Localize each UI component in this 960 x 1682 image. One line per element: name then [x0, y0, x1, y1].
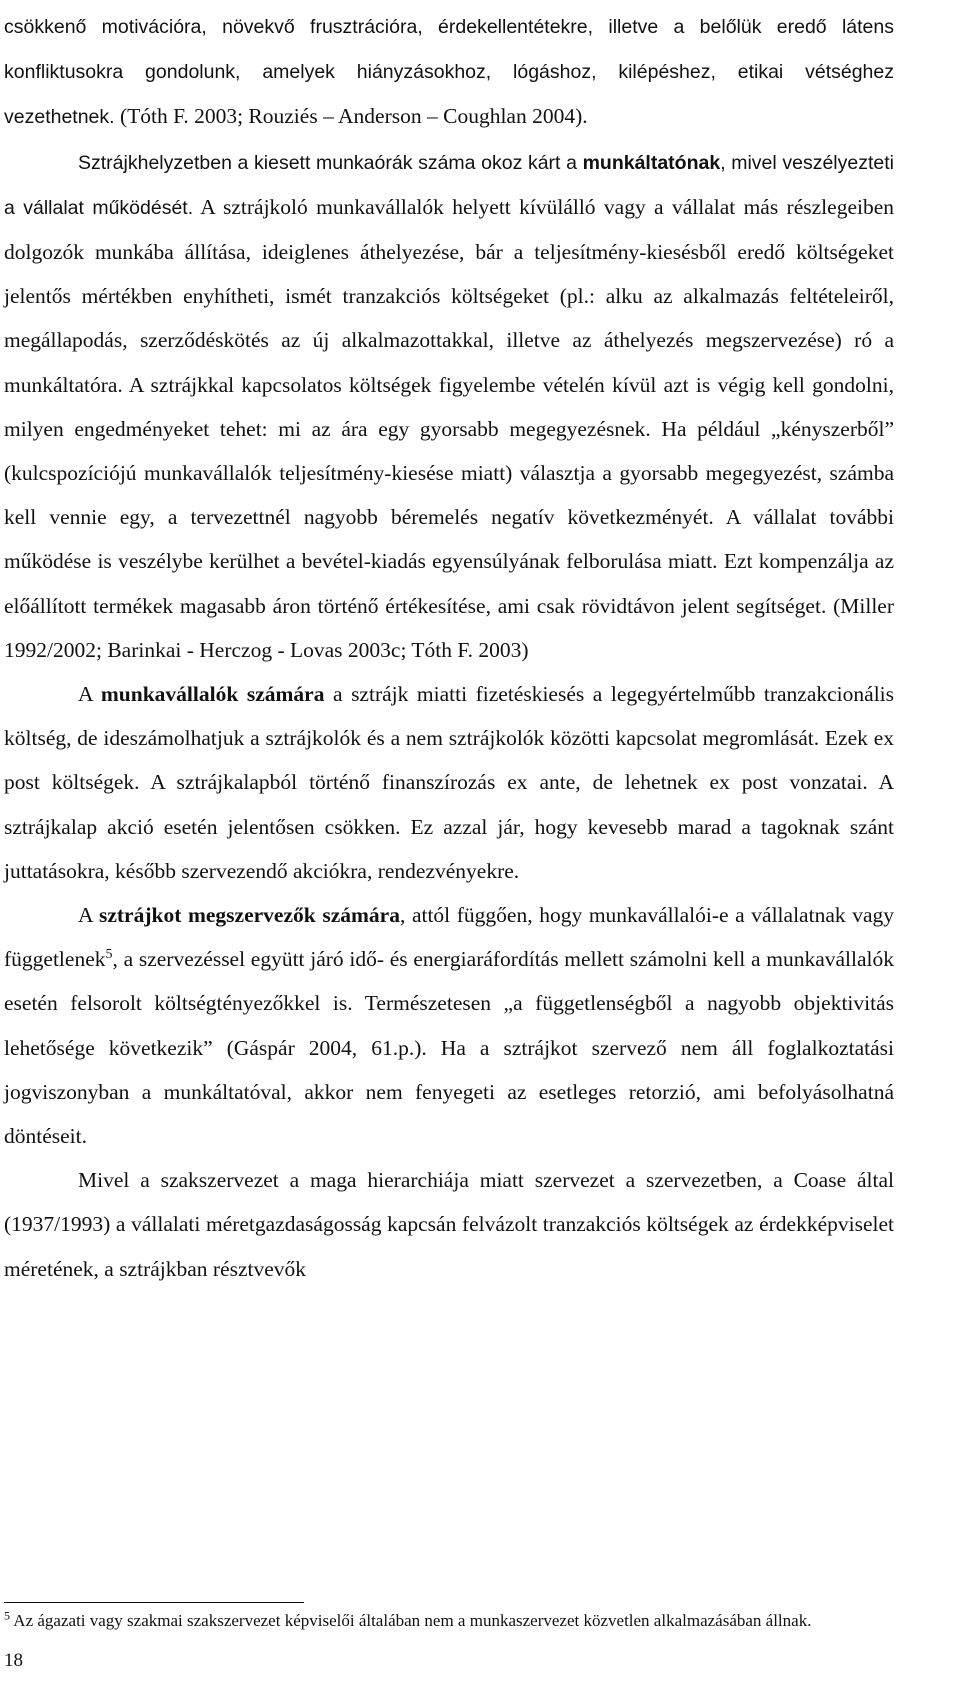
paragraph-1-citation: (Tóth F. 2003; Rouziés – Anderson – Coughlan 2004). [114, 104, 588, 129]
paragraph-2-text-b: , mivel veszélyezteti a vállalat működését. [4, 151, 894, 219]
footnote [4, 1608, 894, 1634]
paragraph-2-text-a: Sztrájkhelyzetben a kiesett munkaórák száma okoz kárt a [78, 151, 583, 174]
paragraph-2-text-d: A sztrájkkal kapcsolatos költségek figyelembe vételén kívül azt is végig kell gondolni, milyen engedményeket tehet: mi az ára egy gyorsabb megegyezésnek. Ha például „kényszerből” (kulcspozíciójú munkavállalók teljesítmény-kiesése miatt) választja a gyorsabb megegyezést, számba kell vennie egy, a tervezettnél nagyobb béremelés negatív következményét. A vállalat további működése is veszélybe kerülhet a bevétel-kiadás egyensúlyának felborulása miatt. Ezt kompenzálja az előállított termékek magasabb áron történő értékesítése, ami csak rövidtávon jelent segítséget. (Miller 1992/2002; Barinkai - Herczog - Lovas 2003c; Tóth F. 2003) [4, 372, 894, 662]
paragraph-3 [4, 672, 894, 893]
paragraph-4 [4, 893, 894, 1158]
paragraph-2-text-c: A sztrájkoló munkavállalók helyett kívülálló vagy a vállalat más részlegeiben dolgozók munkába állítása, ideiglenes áthelyezése, bár a teljesítmény-kiesésből eredő költségeket jelentős mértékben enyhítheti, ismét tranzakciós költségeket (pl.: alku az alkalmazás feltételeiről, megállapodás, szerződéskötés az új alkalmazottakkal, illetve az áthelyezés megszervezése) ró a munkáltatóra. [4, 194, 894, 397]
footnote-reference[interactable]: 5 [105, 947, 113, 963]
paragraph-3-text-a: A [78, 682, 101, 707]
paragraph-5-text: Mivel a szakszervezet a maga hierarchiája miatt szervezet a szervezetben, a Coase által (1937/1993) a vállalati méretgazdaságosság kapcsán felvázolt tranzakciós költségek az érdekképviselet méretének, a sztrájkban résztvevők [4, 1168, 894, 1281]
footnote-marker: 5 [4, 1608, 10, 1623]
paragraph-3-bold-employees: munkavállalók számára [100, 682, 325, 707]
paragraph-1 [4, 4, 894, 140]
paragraph-4-text-b: , attól függően, hogy munkavállalói-e a vállalatnak vagy függetlenek [4, 903, 895, 972]
paragraph-2 [4, 140, 894, 672]
footnote-text: Az ágazati vagy szakmai szakszervezet képviselői általában nem a munkaszervezet közvetlen alkalmazásában állnak. [10, 1611, 812, 1630]
paragraph-4-bold-organizers: sztrájkot megszervezők számára [98, 903, 400, 928]
document-body [4, 4, 894, 1291]
page-number: 18 [4, 1650, 23, 1671]
paragraph-4-text-a: A [78, 903, 99, 928]
paragraph-3-text-b: a sztrájk miatti fizetéskiesés a legegyértelműbb tranzakcionális költség, de ideszámolhatjuk a sztrájkolók és a nem sztrájkolók közötti kapcsolat megromlását. Ezek ex post költségek. A sztrájkalapból történő finanszírozás ex ante, de lehetnek ex post vonzatai. A sztrájkalap akció esetén jelentősen csökken. Ez azzal jár, hogy kevesebb marad a tagoknak szánt juttatásokra, később szervezendő akciókra, rendezvényekre. [4, 682, 895, 883]
paragraph-4-text-c: , a szervezéssel együtt járó idő- és energiaráfordítás mellett számolni kell a munkavállalók esetén felsorolt költségtényezőkkel is. Természetesen „a függetlenségből a nagyobb objektivitás lehetősége következik” (Gáspár 2004, 61.p.). Ha a sztrájkot szervező nem áll foglalkoztatási jogviszonyban a munkáltatóval, akkor nem fenyegeti az esetleges retorzió, ami befolyásolhatná döntéseit. [4, 947, 894, 1149]
paragraph-5 [4, 1158, 894, 1291]
footnote-separator [4, 1602, 304, 1603]
paragraph-1-text: csökkenő motivációra, növekvő frusztrációra, érdekellentétekre, illetve a belőlük eredő látens konfliktusokra gondolunk, amelyek hiányzásokhoz, lógáshoz, kilépéshez, etikai vétséghez vezethetnek. [4, 16, 894, 129]
paragraph-2-bold-employer: munkáltatónak [582, 151, 721, 174]
